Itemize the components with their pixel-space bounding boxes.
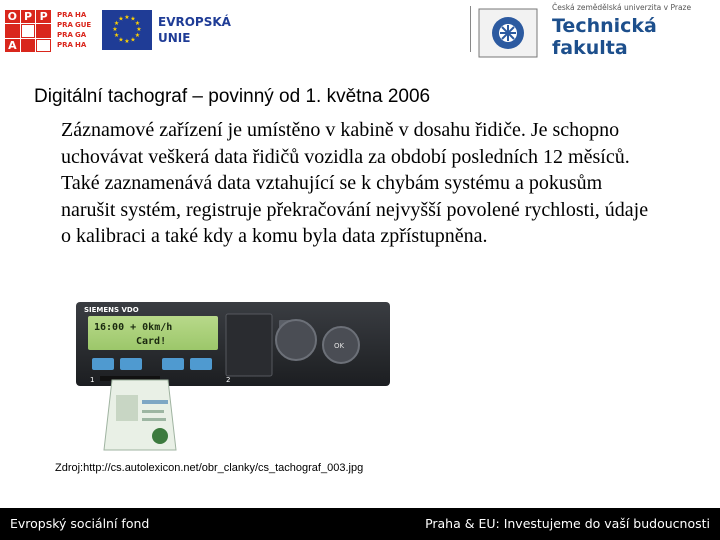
oppa-word: GUE bbox=[75, 21, 92, 29]
oppa-word: PRA bbox=[57, 21, 73, 29]
tachograph-image bbox=[76, 300, 390, 458]
oppa-letter: A bbox=[5, 39, 20, 52]
oppa-word: PRA bbox=[57, 31, 73, 39]
eu-logo bbox=[102, 8, 244, 54]
oppa-letter-grid bbox=[5, 10, 51, 52]
oppa-letter: P bbox=[36, 10, 51, 23]
eu-label-line2: UNIE bbox=[158, 31, 191, 45]
button-1 bbox=[92, 358, 114, 370]
oppa-word: PRA bbox=[57, 11, 73, 19]
oppa-word: HA bbox=[75, 41, 87, 49]
oppa-letter bbox=[21, 39, 36, 52]
lcd-line1: 16:00 + 0km/h bbox=[94, 322, 173, 333]
oppa-letter bbox=[36, 24, 51, 37]
svg-text:★: ★ bbox=[124, 38, 130, 45]
device-brand: SIEMENS VDO bbox=[84, 306, 139, 314]
oppa-words bbox=[57, 10, 91, 50]
slot-label-1: 1 bbox=[90, 376, 95, 384]
button-3 bbox=[162, 358, 184, 370]
header-divider bbox=[470, 6, 471, 52]
footer-bar bbox=[0, 508, 720, 540]
button-4 bbox=[190, 358, 212, 370]
image-source: Zdroj:http://cs.autolexicon.net/obr_clanky/cs_tachograf_003.jpg bbox=[55, 462, 364, 474]
svg-text:★: ★ bbox=[113, 20, 120, 27]
footer-left-text: Evropský sociální fond bbox=[10, 516, 150, 531]
faculty-name-line1: Technická bbox=[552, 15, 657, 37]
faculty-name bbox=[552, 15, 657, 59]
svg-text:★: ★ bbox=[113, 32, 120, 39]
oppa-letter bbox=[36, 39, 51, 52]
svg-text:★: ★ bbox=[118, 36, 124, 44]
lcd-line2: Card! bbox=[136, 336, 167, 347]
svg-text:★: ★ bbox=[130, 36, 136, 44]
oppa-letter: P bbox=[21, 10, 36, 23]
footer-right-text: Praha & EU: Investujeme do vaší budoucnosti bbox=[425, 516, 710, 531]
oppa-word: HA bbox=[75, 11, 87, 19]
svg-text:★: ★ bbox=[124, 14, 130, 21]
ok-label: OK bbox=[334, 342, 345, 350]
slide-paragraph: Záznamové zařízení je umístěno v kabině v dosahu řidiče. Je schopno uchovávat veškerá data řidičů vozidla za období posledních 12 měsíců. Také zaznamenává data vztahující se k chybám systému a pokusům narušit systém, registruje překračování nejvyšší povolené rychlosti, údaje o kalibraci a také kdy a komu byla data zpřístupněna. bbox=[61, 119, 649, 247]
oppa-letter: O bbox=[5, 10, 20, 23]
oppa-word: GA bbox=[75, 31, 87, 39]
slot-label-2: 2 bbox=[226, 376, 231, 384]
oppa-logo bbox=[5, 10, 95, 52]
faculty-name-line2: fakulta bbox=[552, 37, 628, 59]
svg-text:★: ★ bbox=[130, 15, 136, 23]
svg-text:★: ★ bbox=[136, 26, 142, 33]
svg-text:★: ★ bbox=[118, 15, 124, 23]
svg-text:★: ★ bbox=[134, 32, 141, 39]
svg-text:★: ★ bbox=[112, 26, 118, 33]
university-emblem-icon bbox=[478, 8, 538, 58]
oppa-letter bbox=[5, 24, 20, 37]
button-2 bbox=[120, 358, 142, 370]
eu-label bbox=[158, 14, 231, 46]
svg-text:★: ★ bbox=[134, 20, 141, 27]
university-name: Česká zemědělská univerzita v Praze bbox=[552, 3, 692, 12]
oppa-letter bbox=[21, 24, 36, 37]
eu-label-line1: EVROPSKÁ bbox=[158, 15, 231, 29]
slide-title: Digitální tachograf – povinný od 1. května 2006 bbox=[34, 86, 431, 107]
eu-flag-icon bbox=[102, 10, 152, 50]
oppa-word: PRA bbox=[57, 41, 73, 49]
